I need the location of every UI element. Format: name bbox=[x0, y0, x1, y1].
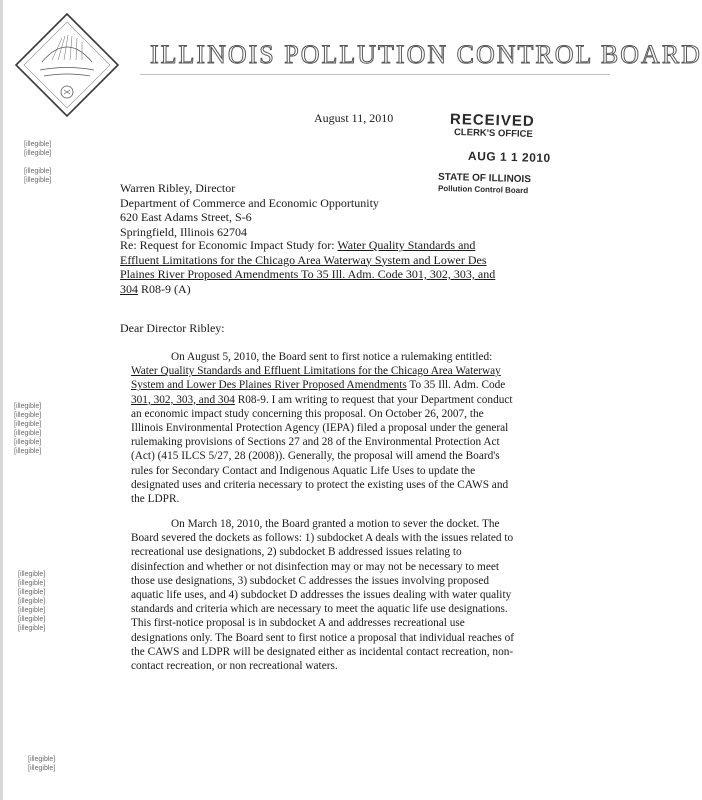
sidebar-line: [illegible] bbox=[28, 756, 56, 763]
subject-prefix: Re: Request for Economic Impact Study for: bbox=[120, 238, 338, 252]
salutation: Dear Director Ribley: bbox=[120, 321, 225, 335]
stamp-office: CLERK'S OFFICE bbox=[453, 126, 533, 141]
sidebar-line: [illegible] bbox=[24, 177, 52, 184]
stamp-date: AUG 1 1 2010 bbox=[467, 148, 551, 166]
para2-text: On March 18, 2010, the Board granted a motion to sever the docket. The Board severed the dockets as follows: 1) subdocket A deals with the issues related to recreational use designations, 2) subdocket B addressed issues relating to disinfection and whether or not disinfection may or may not be necessary to meet those use designations, 3) subdocket C addresses the issues involving proposed aquatic life uses, and 4) subdocket D addresses the issues dealing with water quality standards and criteria which are necessary to meet the aquatic life use designations. This first-notice proposal is in subdocket A and addresses recreational use designations only. The Board sent to first notice a proposal that individual reaches of the CAWS and LDPR will be designated either as incidental contact recreation, non-contact recreation, or non recreational waters. bbox=[131, 518, 515, 673]
stamp-state: STATE OF ILLINOIS bbox=[437, 171, 532, 186]
para1-codes: 301, 302, 303, and 304 bbox=[131, 393, 235, 406]
received-stamp bbox=[436, 110, 606, 196]
para1-start: On August 5, 2010, the Board sent to first notice a rulemaking entitled: bbox=[171, 351, 493, 363]
sidebar-line: [illegible] bbox=[18, 580, 46, 587]
subject-title: Water Quality Standards and Effluent Limitations for the Chicago Area Waterway System and Lower Des Plaines River Proposed Amendments To 35 Ill. Adm. Code 301, 302, 303, and 304 bbox=[120, 238, 496, 296]
sidebar-line: [illegible] bbox=[14, 439, 42, 446]
para1-rule-title: Water Quality Standards and Effluent Limitations for the Chicago Area Waterway System and Lower Des Plaines River Proposed Amendments bbox=[131, 365, 501, 392]
sidebar-block-low bbox=[18, 570, 45, 633]
sidebar-line: [illegible] bbox=[18, 589, 46, 596]
letterhead-rule bbox=[140, 74, 610, 75]
sidebar-line bbox=[24, 158, 51, 167]
sidebar-line: [illegible] bbox=[24, 168, 52, 175]
sidebar-block-mid bbox=[14, 402, 41, 456]
sidebar-block-bottom bbox=[28, 755, 55, 773]
sidebar-line: [illegible] bbox=[18, 616, 46, 623]
sidebar-line: [illegible] bbox=[18, 598, 46, 605]
sidebar-line: [illegible] bbox=[18, 607, 46, 614]
sidebar-line: [illegible] bbox=[14, 430, 42, 437]
sidebar-line: [illegible] bbox=[18, 571, 46, 578]
subject-docket: R08-9 (A) bbox=[138, 281, 191, 296]
recipient-line: 620 East Adams Street, S-6 bbox=[120, 210, 252, 224]
letterhead-title: ILLINOIS POLLUTION CONTROL BOARD bbox=[150, 40, 702, 69]
recipient-line: Warren Ribley, Director bbox=[120, 181, 236, 195]
letter-date: August 11, 2010 bbox=[314, 111, 394, 125]
subject-line bbox=[120, 238, 515, 296]
sidebar-line: [illegible] bbox=[14, 448, 42, 455]
sidebar-line: [illegible] bbox=[24, 150, 52, 157]
stamp-received: RECEIVED bbox=[449, 110, 535, 131]
board-seal-logo bbox=[12, 10, 122, 120]
sidebar-line: [illegible] bbox=[14, 403, 42, 410]
scan-edge bbox=[0, 0, 3, 800]
sidebar-line: [illegible] bbox=[28, 765, 56, 772]
sidebar-line: [illegible] bbox=[18, 625, 46, 632]
recipient-line: Department of Commerce and Economic Opportunity bbox=[120, 195, 379, 210]
sidebar-line: [illegible] bbox=[24, 141, 52, 148]
sidebar-line: [illegible] bbox=[14, 421, 42, 428]
para1-end: R08-9. I am writing to request that your Department conduct an economic impact study concerning this proposal. On October 26, 2007, the Illinois Environmental Protection Agency (IEPA) filed a proposal under the general rulemaking provisions of Sections 27 and 28 of the Environmental Protection Act (Act) (415 ILCS 5/27, 28 (2008)). Generally, the proposal will amend the Board's rules for Secondary Contact and Indigenous Aquatic Life Uses to update the designated uses and criteria necessary to protect the existing uses of the CAWS and the LDPR. bbox=[131, 393, 513, 506]
para1-mid: To 35 Ill. Adm. Code bbox=[406, 379, 506, 392]
sidebar-block-top bbox=[24, 140, 51, 185]
body-paragraph-1 bbox=[131, 350, 515, 506]
body-paragraph-2 bbox=[131, 517, 515, 673]
recipient-line: Springfield, Illinois 62704 bbox=[120, 224, 247, 239]
stamp-board: Pollution Control Board bbox=[437, 183, 529, 196]
recipient-address bbox=[120, 181, 379, 239]
sidebar-line: [illegible] bbox=[14, 412, 42, 419]
